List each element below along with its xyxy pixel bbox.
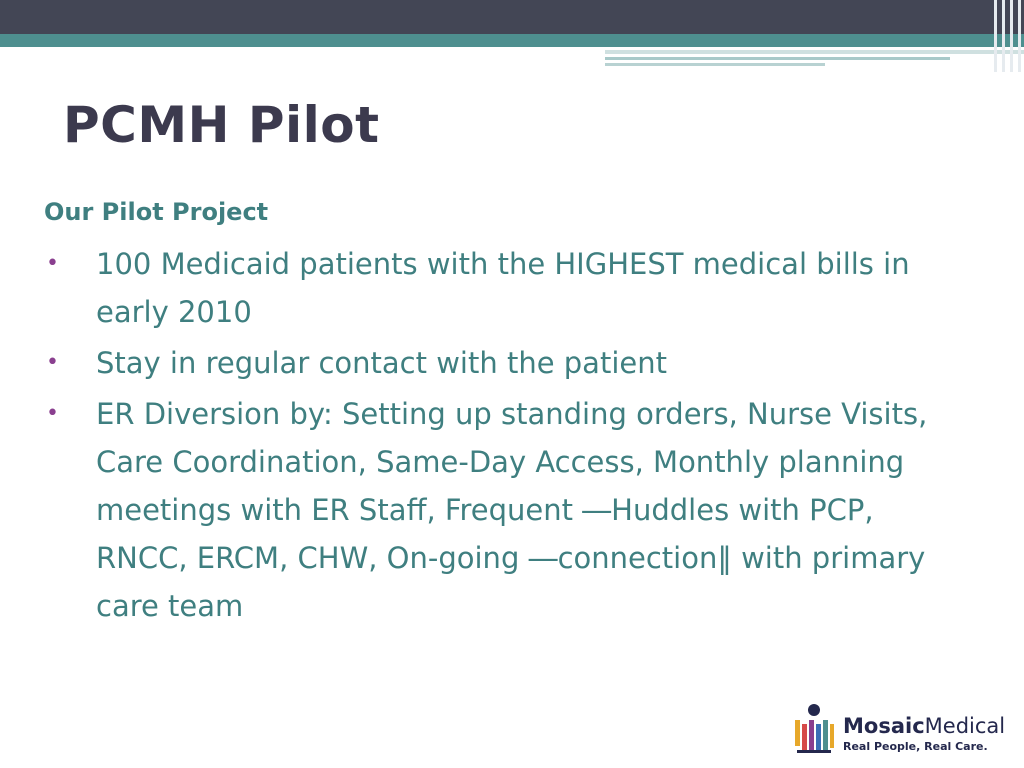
- bullet-icon: •: [46, 350, 59, 375]
- accent-line: [605, 57, 950, 60]
- bullet-text: Stay in regular contact with the patient: [96, 346, 667, 380]
- bullet-icon: •: [46, 401, 59, 426]
- decorative-rails: [990, 0, 1024, 72]
- logo-brand-bold: Mosaic: [843, 714, 925, 738]
- slide-title: PCMH Pilot: [63, 96, 380, 154]
- logo-brand-regular: Medical: [924, 714, 1006, 738]
- accent-line: [605, 63, 825, 66]
- accent-band: [0, 34, 1024, 47]
- accent-line: [605, 50, 1024, 54]
- bullet-icon: •: [46, 251, 59, 276]
- mosaic-logo-icon: [791, 702, 837, 758]
- logo-text: [843, 714, 1005, 753]
- header-bar: [0, 0, 1024, 34]
- logo-tagline: Real People, Real Care.: [843, 740, 988, 753]
- bullet-list: [44, 240, 944, 633]
- bullet-text: 100 Medicaid patients with the HIGHEST medical bills in early 2010: [96, 247, 910, 329]
- slide-subtitle: Our Pilot Project: [44, 198, 269, 226]
- mosaic-medical-logo: [791, 702, 1016, 758]
- bullet-item: [44, 339, 944, 387]
- bullet-item: [44, 390, 944, 630]
- bullet-text: ER Diversion by: Setting up standing orders, Nurse Visits, Care Coordination, Same-Day Access, Monthly planning meetings with ER Staff, Frequent ―Huddles with PCP, RNCC, ERCM, CHW, On-going ―connection‖ with primary care team: [96, 397, 928, 623]
- bullet-item: [44, 240, 944, 336]
